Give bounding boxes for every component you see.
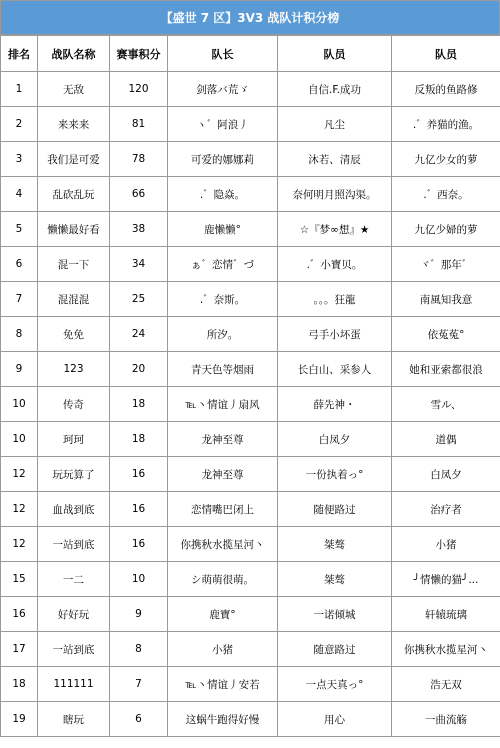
captain-cell: 鹿寶° [168, 597, 278, 632]
captain-cell: 鹿懒懒° [168, 212, 278, 247]
member-cell: 长白山、采参人 [278, 352, 392, 387]
table-row [1, 597, 500, 632]
header-rank: 排名 [1, 36, 38, 72]
table-row [1, 457, 500, 492]
table-row [1, 317, 500, 352]
score-cell: 66 [110, 177, 168, 212]
member-cell: 一点天真っ° [278, 667, 392, 702]
score-cell: 8 [110, 632, 168, 667]
captain-cell: 剑落バ荒ゞ [168, 72, 278, 107]
captain-cell: .゛奈斯。 [168, 282, 278, 317]
team-name-cell: 瞎玩 [38, 702, 110, 737]
table-row [1, 387, 500, 422]
rank-cell: 6 [1, 247, 38, 282]
member-cell: 雪ル、 [392, 387, 500, 422]
member-cell: .゛西奈。 [392, 177, 500, 212]
rank-cell: 10 [1, 387, 38, 422]
member-cell: 治疗者 [392, 492, 500, 527]
score-cell: 18 [110, 387, 168, 422]
team-name-cell: 懒懒最好看 [38, 212, 110, 247]
leaderboard-table [0, 35, 500, 737]
rank-cell: 7 [1, 282, 38, 317]
member-cell: 桀骜 [278, 527, 392, 562]
rank-cell: 19 [1, 702, 38, 737]
rank-cell: 8 [1, 317, 38, 352]
team-name-cell: 一站到底 [38, 632, 110, 667]
header-score: 赛事积分 [110, 36, 168, 72]
rank-cell: 1 [1, 72, 38, 107]
table-row [1, 422, 500, 457]
captain-cell: ℡丶情谊丿扇风 [168, 387, 278, 422]
team-name-cell: 一二 [38, 562, 110, 597]
score-cell: 16 [110, 457, 168, 492]
table-row [1, 72, 500, 107]
score-cell: 24 [110, 317, 168, 352]
team-name-cell: 玩玩算了 [38, 457, 110, 492]
rank-cell: 4 [1, 177, 38, 212]
member-cell: .゛养猫的渔。 [392, 107, 500, 142]
table-row [1, 632, 500, 667]
captain-cell: 青天色等烟雨 [168, 352, 278, 387]
member-cell: 九亿少女的萝 [392, 142, 500, 177]
member-cell: 。。。狂龍 [278, 282, 392, 317]
team-name-cell: 111111 [38, 667, 110, 702]
table-row [1, 107, 500, 142]
rank-cell: 12 [1, 457, 38, 492]
leaderboard-title: 【盛世 7 区】3V3 战队计积分榜 [0, 0, 500, 35]
member-cell: ╯情懒的猫╯... [392, 562, 500, 597]
member-cell: 她和亚索都很浪 [392, 352, 500, 387]
member-cell: 薛先神・ [278, 387, 392, 422]
member-cell: 一曲流觞 [392, 702, 500, 737]
rank-cell: 16 [1, 597, 38, 632]
member-cell: 小猪 [392, 527, 500, 562]
member-cell: 用心 [278, 702, 392, 737]
captain-cell: ヽ゛阿浪丿 [168, 107, 278, 142]
rank-cell: 10 [1, 422, 38, 457]
team-name-cell: 免免 [38, 317, 110, 352]
captain-cell: 这蜗牛跑得好慢 [168, 702, 278, 737]
member-cell: 依菟菟° [392, 317, 500, 352]
member-cell: 你携秋水揽星河丶 [392, 632, 500, 667]
score-cell: 7 [110, 667, 168, 702]
header-row [1, 36, 500, 72]
rank-cell: 12 [1, 527, 38, 562]
rank-cell: 9 [1, 352, 38, 387]
captain-cell: 小猪 [168, 632, 278, 667]
member-cell: ☆『梦∞想』★ [278, 212, 392, 247]
member-cell: 随意路过 [278, 632, 392, 667]
member-cell: 一份执着っ° [278, 457, 392, 492]
rank-cell: 17 [1, 632, 38, 667]
member-cell: 奈何明月照沟渠。 [278, 177, 392, 212]
rank-cell: 5 [1, 212, 38, 247]
score-cell: 16 [110, 492, 168, 527]
rank-cell: 15 [1, 562, 38, 597]
score-cell: 6 [110, 702, 168, 737]
rank-cell: 18 [1, 667, 38, 702]
team-name-cell: 无敌 [38, 72, 110, 107]
captain-cell: 恋情嘴巴闭上 [168, 492, 278, 527]
member-cell: 南風知我意 [392, 282, 500, 317]
rank-cell: 3 [1, 142, 38, 177]
team-name-cell: 传奇 [38, 387, 110, 422]
member-cell: 轩辕琉璃 [392, 597, 500, 632]
table-row [1, 702, 500, 737]
table-row [1, 282, 500, 317]
table-row [1, 492, 500, 527]
score-cell: 16 [110, 527, 168, 562]
member-cell: 道偶 [392, 422, 500, 457]
table-row [1, 352, 500, 387]
captain-cell: .゛隐焱。 [168, 177, 278, 212]
table-row [1, 667, 500, 702]
score-cell: 9 [110, 597, 168, 632]
score-cell: 81 [110, 107, 168, 142]
captain-cell: 你携秋水揽星河丶 [168, 527, 278, 562]
header-member: 队员 [392, 36, 500, 72]
team-name-cell: 血战到底 [38, 492, 110, 527]
rank-cell: 12 [1, 492, 38, 527]
captain-cell: 龙神至尊 [168, 457, 278, 492]
team-name-cell: 混一下 [38, 247, 110, 282]
score-cell: 18 [110, 422, 168, 457]
team-name-cell: 珂珂 [38, 422, 110, 457]
member-cell: 弓手小坏蛋 [278, 317, 392, 352]
score-cell: 34 [110, 247, 168, 282]
member-cell: 随便路过 [278, 492, 392, 527]
table-row [1, 527, 500, 562]
captain-cell: ぁ゛恋情゛づ [168, 247, 278, 282]
member-cell: 白凤夕 [278, 422, 392, 457]
member-cell: .゛小寶贝。 [278, 247, 392, 282]
team-name-cell: 123 [38, 352, 110, 387]
score-cell: 38 [110, 212, 168, 247]
team-name-cell: 来来来 [38, 107, 110, 142]
captain-cell: ℡丶情谊丿安若 [168, 667, 278, 702]
rank-cell: 2 [1, 107, 38, 142]
captain-cell: 龙神至尊 [168, 422, 278, 457]
table-body [1, 72, 500, 737]
header-member: 队员 [278, 36, 392, 72]
table-row [1, 177, 500, 212]
score-cell: 20 [110, 352, 168, 387]
member-cell: ヾ゛那年゛ [392, 247, 500, 282]
team-name-cell: 混混混 [38, 282, 110, 317]
member-cell: 白凤夕 [392, 457, 500, 492]
captain-cell: 可爱的娜娜莉 [168, 142, 278, 177]
member-cell: 桀骜 [278, 562, 392, 597]
member-cell: 自信.F.成功 [278, 72, 392, 107]
member-cell: 反叛的鱼路修 [392, 72, 500, 107]
member-cell: 一诺倾城 [278, 597, 392, 632]
score-cell: 78 [110, 142, 168, 177]
table-row [1, 562, 500, 597]
member-cell: 凡尘 [278, 107, 392, 142]
header-captain: 队长 [168, 36, 278, 72]
table-row [1, 212, 500, 247]
captain-cell: シ萌萌很萌。 [168, 562, 278, 597]
score-cell: 120 [110, 72, 168, 107]
team-name-cell: 一站到底 [38, 527, 110, 562]
member-cell: 九亿少婦的萝 [392, 212, 500, 247]
header-team-name: 战队名称 [38, 36, 110, 72]
team-name-cell: 我们是可爱 [38, 142, 110, 177]
table-row [1, 142, 500, 177]
team-name-cell: 乱砍乱玩 [38, 177, 110, 212]
score-cell: 10 [110, 562, 168, 597]
score-cell: 25 [110, 282, 168, 317]
table-row [1, 247, 500, 282]
member-cell: 浩无双 [392, 667, 500, 702]
team-name-cell: 好好玩 [38, 597, 110, 632]
captain-cell: 所汐。 [168, 317, 278, 352]
member-cell: 沐若、清辰 [278, 142, 392, 177]
